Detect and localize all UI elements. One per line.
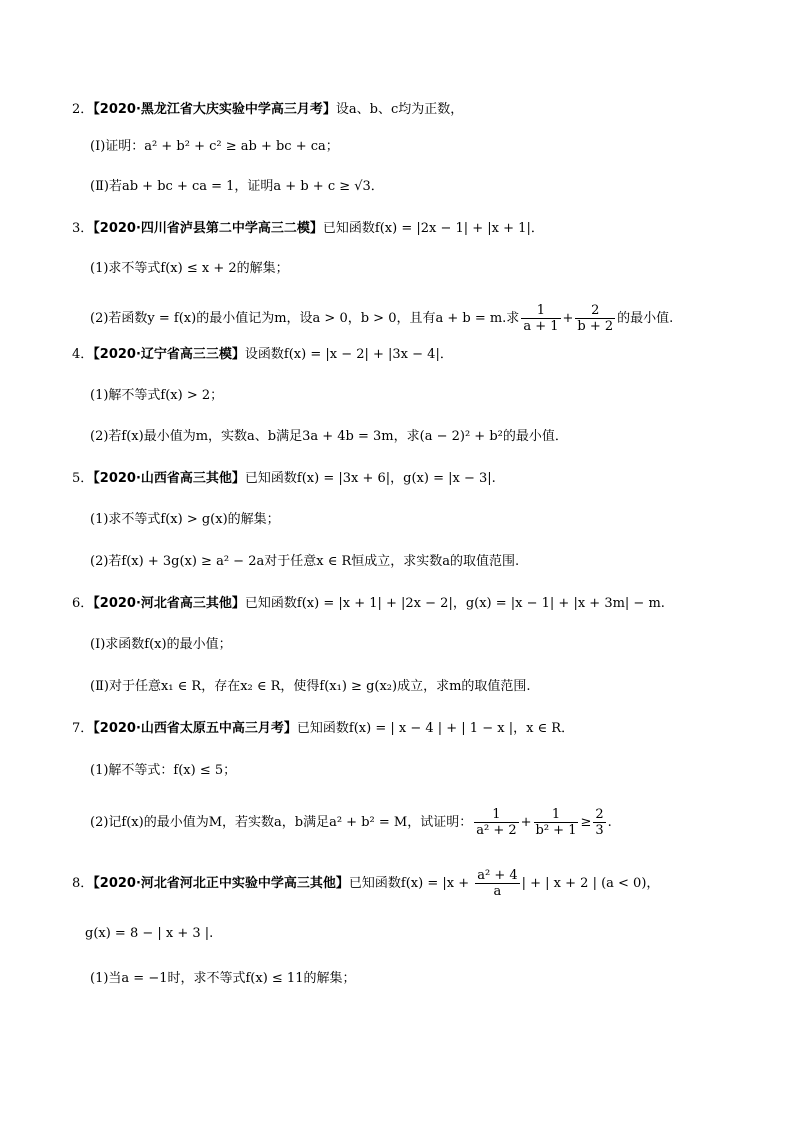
numerator: 2 xyxy=(595,807,604,822)
problem-6-part-1: (Ⅰ)求函数f(x)的最小值； xyxy=(90,637,232,652)
problem-stem-end: | + | x + 2 | (a < 0)， xyxy=(521,876,660,891)
problem-5-part-1: (1)求不等式f(x) > g(x)的解集； xyxy=(90,512,280,527)
numerator: 1 xyxy=(534,807,579,823)
fraction xyxy=(593,807,605,838)
numerator: a² + 4 xyxy=(477,868,518,883)
numerator: 2 xyxy=(575,303,615,319)
problem-3 xyxy=(72,219,544,239)
denominator: a xyxy=(493,884,502,899)
problem-source: 【2020·山西省高三其他】 xyxy=(93,471,245,486)
problem-3-part-1: (1)求不等式f(x) ≤ x + 2的解集； xyxy=(90,261,289,276)
problem-5-part-2: (2)若f(x) + 3g(x) ≥ a² − 2a对于任意x ∈ R恒成立，求实数a的取值范围. xyxy=(90,554,520,569)
problem-2 xyxy=(72,100,463,120)
part-text: (2)若函数y = f(x)的最小值记为m，设a > 0，b > 0，且有a + b = m.求 xyxy=(90,311,520,326)
denominator: 3 xyxy=(595,823,604,838)
problem-stem: 已知函数f(x) = | x − 4 | + | 1 − x |，x ∈ R． xyxy=(296,721,575,736)
problem-7 xyxy=(72,719,574,739)
problem-stem: 已知函数f(x) = |x + 1| + |2x − 2|，g(x) = |x − 1| + |x + 3m| − m. xyxy=(244,596,665,611)
problem-2-part-2: (Ⅱ)若ab + bc + ca = 1，证明a + b + c ≥ √3． xyxy=(90,179,384,194)
problem-8-line-2: g(x) = 8 − | x + 3 |. xyxy=(85,926,214,941)
problem-source: 【2020·辽宁省高三三模】 xyxy=(93,347,245,362)
fraction xyxy=(575,303,615,334)
problem-number: 3． xyxy=(72,221,94,236)
problem-5 xyxy=(72,469,496,489)
problem-source: 【2020·河北省河北正中实验中学高三其他】 xyxy=(93,876,349,891)
denominator: a + 1 xyxy=(523,319,559,334)
problem-number: 2． xyxy=(72,102,94,117)
fraction xyxy=(521,303,560,334)
problem-stem: 已知函数f(x) = |x + xyxy=(348,876,474,891)
problem-6 xyxy=(72,594,665,614)
problem-2-part-1: (Ⅰ)证明：a² + b² + c² ≥ ab + bc + ca； xyxy=(90,139,339,154)
problem-4-part-1: (1)解不等式f(x) > 2； xyxy=(90,388,224,403)
problem-source: 【2020·四川省泸县第二中学高三二模】 xyxy=(93,221,323,236)
problem-stem: 已知函数f(x) = |3x + 6|，g(x) = |x − 3|. xyxy=(244,471,496,486)
problem-source: 【2020·黑龙江省大庆实验中学高三月考】 xyxy=(93,102,336,117)
fraction xyxy=(474,807,518,838)
problem-source: 【2020·河北省高三其他】 xyxy=(93,596,245,611)
problem-stem: 已知函数f(x) = |2x − 1| + |x + 1|． xyxy=(322,221,544,236)
problem-number: 5． xyxy=(72,471,94,486)
problem-source: 【2020·山西省太原五中高三月考】 xyxy=(93,721,297,736)
problem-8-part-1: (1)当a = −1时，求不等式f(x) ≤ 11的解集； xyxy=(90,971,356,986)
problem-7-part-1: (1)解不等式：f(x) ≤ 5； xyxy=(90,763,237,778)
fraction xyxy=(534,807,579,838)
problem-stem: 设函数f(x) = |x − 2| + |3x − 4|． xyxy=(244,347,453,362)
fraction xyxy=(475,868,519,899)
part-text: (2)记f(x)的最小值为M，若实数a，b满足a² + b² = M，试证明： xyxy=(90,815,473,830)
denominator: b² + 1 xyxy=(535,823,577,838)
part-text-end: . xyxy=(607,815,612,830)
problem-7-part-2: (2)记f(x)的最小值为M，若实数a，b满足a² + b² = M，试证明： $\frac{1}{\text{a² + 2}}$ + $\frac{1}{\text{b² + 1}}$ ≥ $\frac{2}{3}$ . xyxy=(90,807,612,838)
problem-4 xyxy=(72,345,453,365)
problem-8 xyxy=(72,866,659,902)
numerator: 1 xyxy=(474,807,518,823)
problem-3-part-2: (2)若函数y = f(x)的最小值记为m，设a > 0，b > 0，且有a + b = m.求 $\frac{1}{a + 1}$ + $\frac{2}{b + 2}$ 的最小值. xyxy=(90,303,674,334)
part-text-end: 的最小值. xyxy=(617,311,674,326)
problem-number: 8． xyxy=(72,876,94,891)
problem-stem: 设a、b、c均为正数， xyxy=(335,102,464,117)
problem-6-part-2: (Ⅱ)对于任意x₁ ∈ R，存在x₂ ∈ R，使得f(x₁) ≥ g(x₂)成立，求m的取值范围. xyxy=(90,679,531,694)
problem-number: 7． xyxy=(72,721,94,736)
denominator: a² + 2 xyxy=(476,823,517,838)
problem-number: 6． xyxy=(72,596,94,611)
denominator: b + 2 xyxy=(577,319,614,334)
numerator: 1 xyxy=(521,303,560,319)
problem-4-part-2: (2)若f(x)最小值为m，实数a、b满足3a + 4b = 3m，求(a − 2)² + b²的最小值． xyxy=(90,429,568,444)
problem-number: 4． xyxy=(72,347,94,362)
